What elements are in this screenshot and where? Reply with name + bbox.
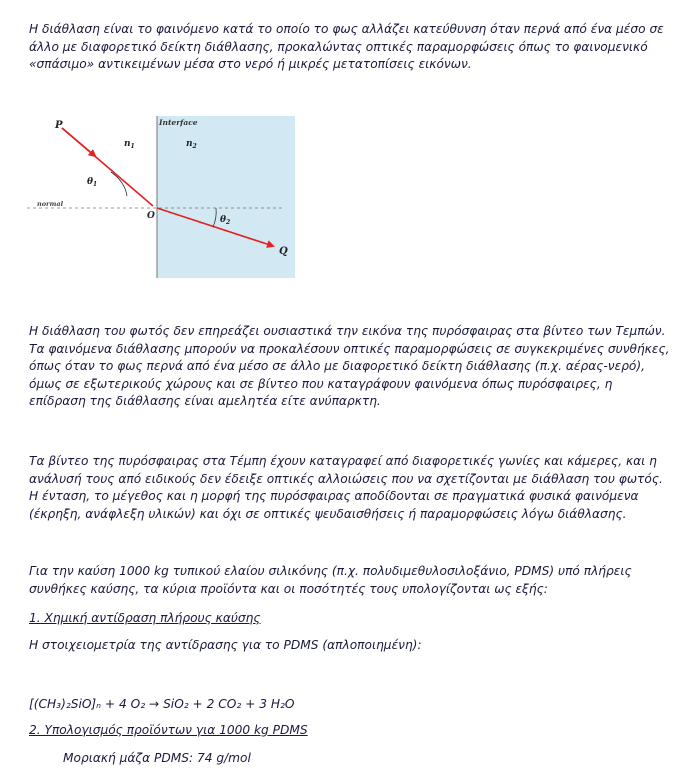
text-line: επίδραση της διάθλασης είναι αμελητέα είτε ανύπαρκτη. bbox=[29, 394, 381, 408]
text-line: συνθήκες καύσης, τα κύρια προϊόντα και οι ποσότητές τους υπολογίζονται ως εξής: bbox=[29, 581, 548, 596]
molar-mass-line: Μοριακή μάζα PDMS: 74 g/mol bbox=[63, 751, 251, 765]
reaction-equation: [(CH₃)₂SiO]ₙ + 4 O₂ → SiO₂ + 2 CO₂ + 3 H₂O bbox=[29, 697, 295, 711]
interface-label: Interface bbox=[159, 118, 198, 127]
section-2-heading: 2. Υπολογισμός προϊόντων για 1000 kg PDMS bbox=[29, 723, 308, 737]
section-1-heading: 1. Χημική αντίδραση πλήρους καύσης bbox=[29, 611, 261, 625]
point-o-label: O bbox=[147, 211, 155, 221]
normal-label: normal bbox=[37, 200, 64, 208]
text-line: άλλο με διαφορετικό δείκτη διάθλασης, προκαλώντας οπτικές παραμορφώσεις όπως το φαινομενικό bbox=[29, 39, 648, 54]
point-p-label: P bbox=[55, 120, 63, 131]
theta2-label: $\theta_2$ bbox=[220, 215, 231, 226]
n2-label: $n_2$ bbox=[186, 139, 197, 150]
point-q-label: Q bbox=[279, 246, 288, 257]
section-1-text: Η στοιχειομετρία της αντίδρασης για το PDMS (απλοποιημένη): bbox=[29, 638, 422, 652]
text-line: Για την καύση 1000 kg τυπικού ελαίου σιλικόνης (π.χ. πολυδιμεθυλοσιλοξάνιο, PDMS) υπό πλήρεις bbox=[29, 564, 632, 578]
text-line: όπως όταν το φως περνά από ένα μέσο σε άλλο με διαφορετικό δείκτη διάθλασης (π.χ. αέρας-νερό), bbox=[29, 359, 646, 373]
medium-2-region bbox=[157, 116, 295, 278]
text-line: Η διάθλαση είναι το φαινόμενο κατά το οποίο το φως αλλάζει κατεύθυνση όταν περνά από ένα μέσο σε bbox=[29, 22, 664, 36]
text-line: (έκρηξη, ανάφλεξη υλικών) και όχι σε οπτικές ψευδαισθήσεις ή παραμορφώσεις λόγω διάθλασης. bbox=[29, 506, 627, 521]
text-line: «σπάσιμο» αντικειμένων μέσα στο νερό ή μικρές μετατοπίσεις εικόνων. bbox=[29, 57, 472, 71]
text-line: ανάλυσή τους από ειδικούς δεν έδειξε οπτικές αλλοιώσεις που να σχετίζονται με διάθλαση του φωτός. bbox=[29, 471, 663, 486]
paragraph-refraction-effect bbox=[29, 323, 669, 411]
text-line: Τα βίντεο της πυρόσφαιρας στα Τέμπη έχουν καταγραφεί από διαφορετικές γωνίες και κάμερες, και η bbox=[29, 454, 657, 468]
text-line: Η ένταση, το μέγεθος και η μορφή της πυρόσφαιρας αποδίδονται σε πραγματικά φυσικά φαινόμενα bbox=[29, 489, 639, 503]
text-line: όμως σε εξωτερικούς χώρους και σε βίντεο που καταγράφουν φαινόμενα όπως πυρόσφαιρες, η bbox=[29, 376, 613, 391]
theta1-label: $\theta_1$ bbox=[87, 177, 98, 188]
refraction-diagram-svg bbox=[27, 116, 295, 278]
paragraph-fireball-videos bbox=[29, 453, 669, 523]
text-line: Η διάθλαση του φωτός δεν επηρεάζει ουσιαστικά την εικόνα της πυρόσφαιρας στα βίντεο των Τεμπών. bbox=[29, 324, 666, 338]
paragraph-combustion-intro bbox=[29, 563, 669, 598]
medium-1-region bbox=[27, 116, 157, 278]
text-line: Τα φαινόμενα διάθλασης μπορούν να προκαλέσουν οπτικές παραμορφώσεις σε συγκεκριμένες συνθήκες, bbox=[29, 341, 670, 356]
refraction-diagram bbox=[27, 116, 295, 278]
n1-label: $n_1$ bbox=[124, 139, 135, 150]
intro-paragraph bbox=[29, 21, 669, 74]
